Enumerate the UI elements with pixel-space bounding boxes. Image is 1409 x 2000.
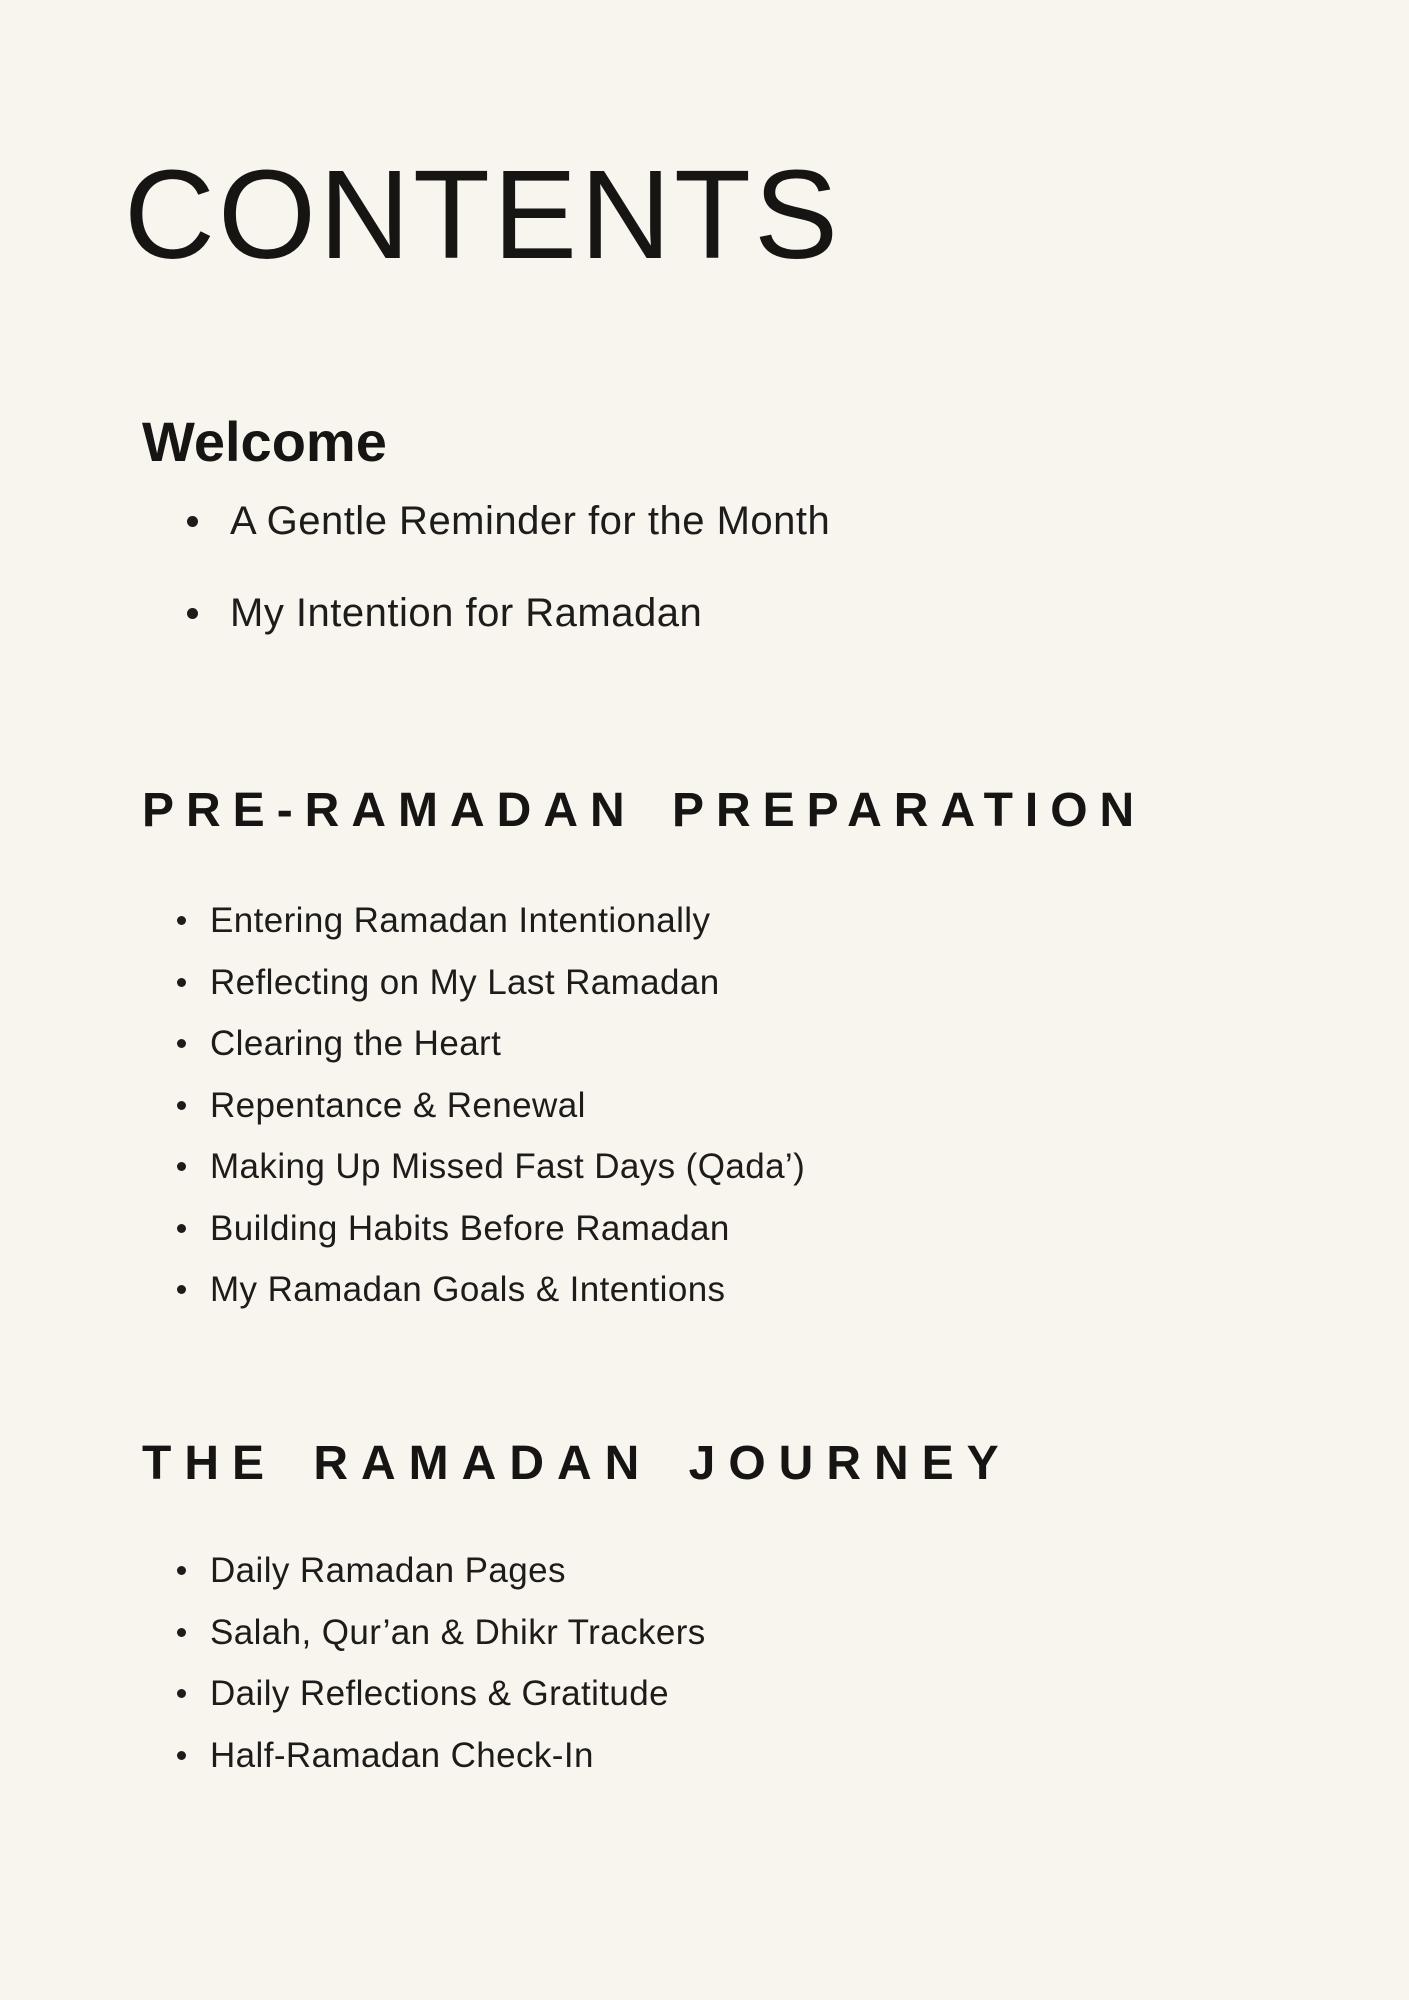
bullet-icon xyxy=(187,608,198,619)
toc-item-label: Half-Ramadan Check-In xyxy=(210,1735,594,1775)
toc-item-label: Making Up Missed Fast Days (Qada’) xyxy=(210,1147,806,1186)
toc-item xyxy=(177,1725,706,1787)
section-heading-pre-ramadan-preparation: PRE-RAMADAN PREPARATION xyxy=(142,784,1147,837)
toc-item-label: My Ramadan Goals & Intentions xyxy=(210,1270,726,1309)
section-heading-welcome: Welcome xyxy=(142,410,387,473)
toc-item xyxy=(177,1075,805,1137)
bullet-icon xyxy=(177,1224,186,1233)
toc-item-label: Salah, Qur’an & Dhikr Trackers xyxy=(210,1612,706,1652)
toc-item-label: A Gentle Reminder for the Month xyxy=(230,499,831,543)
toc-item xyxy=(177,1663,706,1725)
toc-item xyxy=(177,1198,805,1260)
toc-item xyxy=(177,1013,805,1075)
toc-item-label: Entering Ramadan Intentionally xyxy=(210,901,711,940)
pre-ramadan-toc-list xyxy=(177,890,805,1321)
bullet-icon xyxy=(177,1101,186,1110)
bullet-icon xyxy=(177,1689,186,1698)
toc-item-label: Clearing the Heart xyxy=(210,1024,502,1063)
toc-item xyxy=(177,1259,805,1321)
toc-item xyxy=(177,1540,706,1602)
toc-item-label: Daily Ramadan Pages xyxy=(210,1551,566,1590)
toc-item-label: Building Habits Before Ramadan xyxy=(210,1208,730,1248)
bullet-icon xyxy=(177,916,186,925)
bullet-icon xyxy=(177,1628,186,1637)
bullet-icon xyxy=(177,1285,186,1294)
toc-item-label: Daily Reflections & Gratitude xyxy=(210,1674,670,1713)
toc-item xyxy=(187,567,830,659)
toc-item xyxy=(177,1602,706,1664)
toc-item xyxy=(187,475,830,567)
toc-item-label: Reflecting on My Last Ramadan xyxy=(210,962,720,1002)
toc-item xyxy=(177,890,805,952)
toc-item xyxy=(177,1136,805,1198)
bullet-icon xyxy=(177,1751,186,1760)
page-title: CONTENTS xyxy=(124,144,841,285)
bullet-icon xyxy=(177,978,186,987)
toc-item-label: Repentance & Renewal xyxy=(210,1085,586,1125)
bullet-icon xyxy=(177,1566,186,1575)
bullet-icon xyxy=(177,1039,186,1048)
ramadan-journey-toc-list xyxy=(177,1540,706,1786)
toc-item xyxy=(177,952,805,1014)
bullet-icon xyxy=(187,516,198,527)
section-heading-ramadan-journey: THE RAMADAN JOURNEY xyxy=(142,1437,1012,1490)
bullet-icon xyxy=(177,1162,186,1171)
toc-item-label: My Intention for Ramadan xyxy=(230,591,703,635)
welcome-toc-list xyxy=(187,475,830,659)
